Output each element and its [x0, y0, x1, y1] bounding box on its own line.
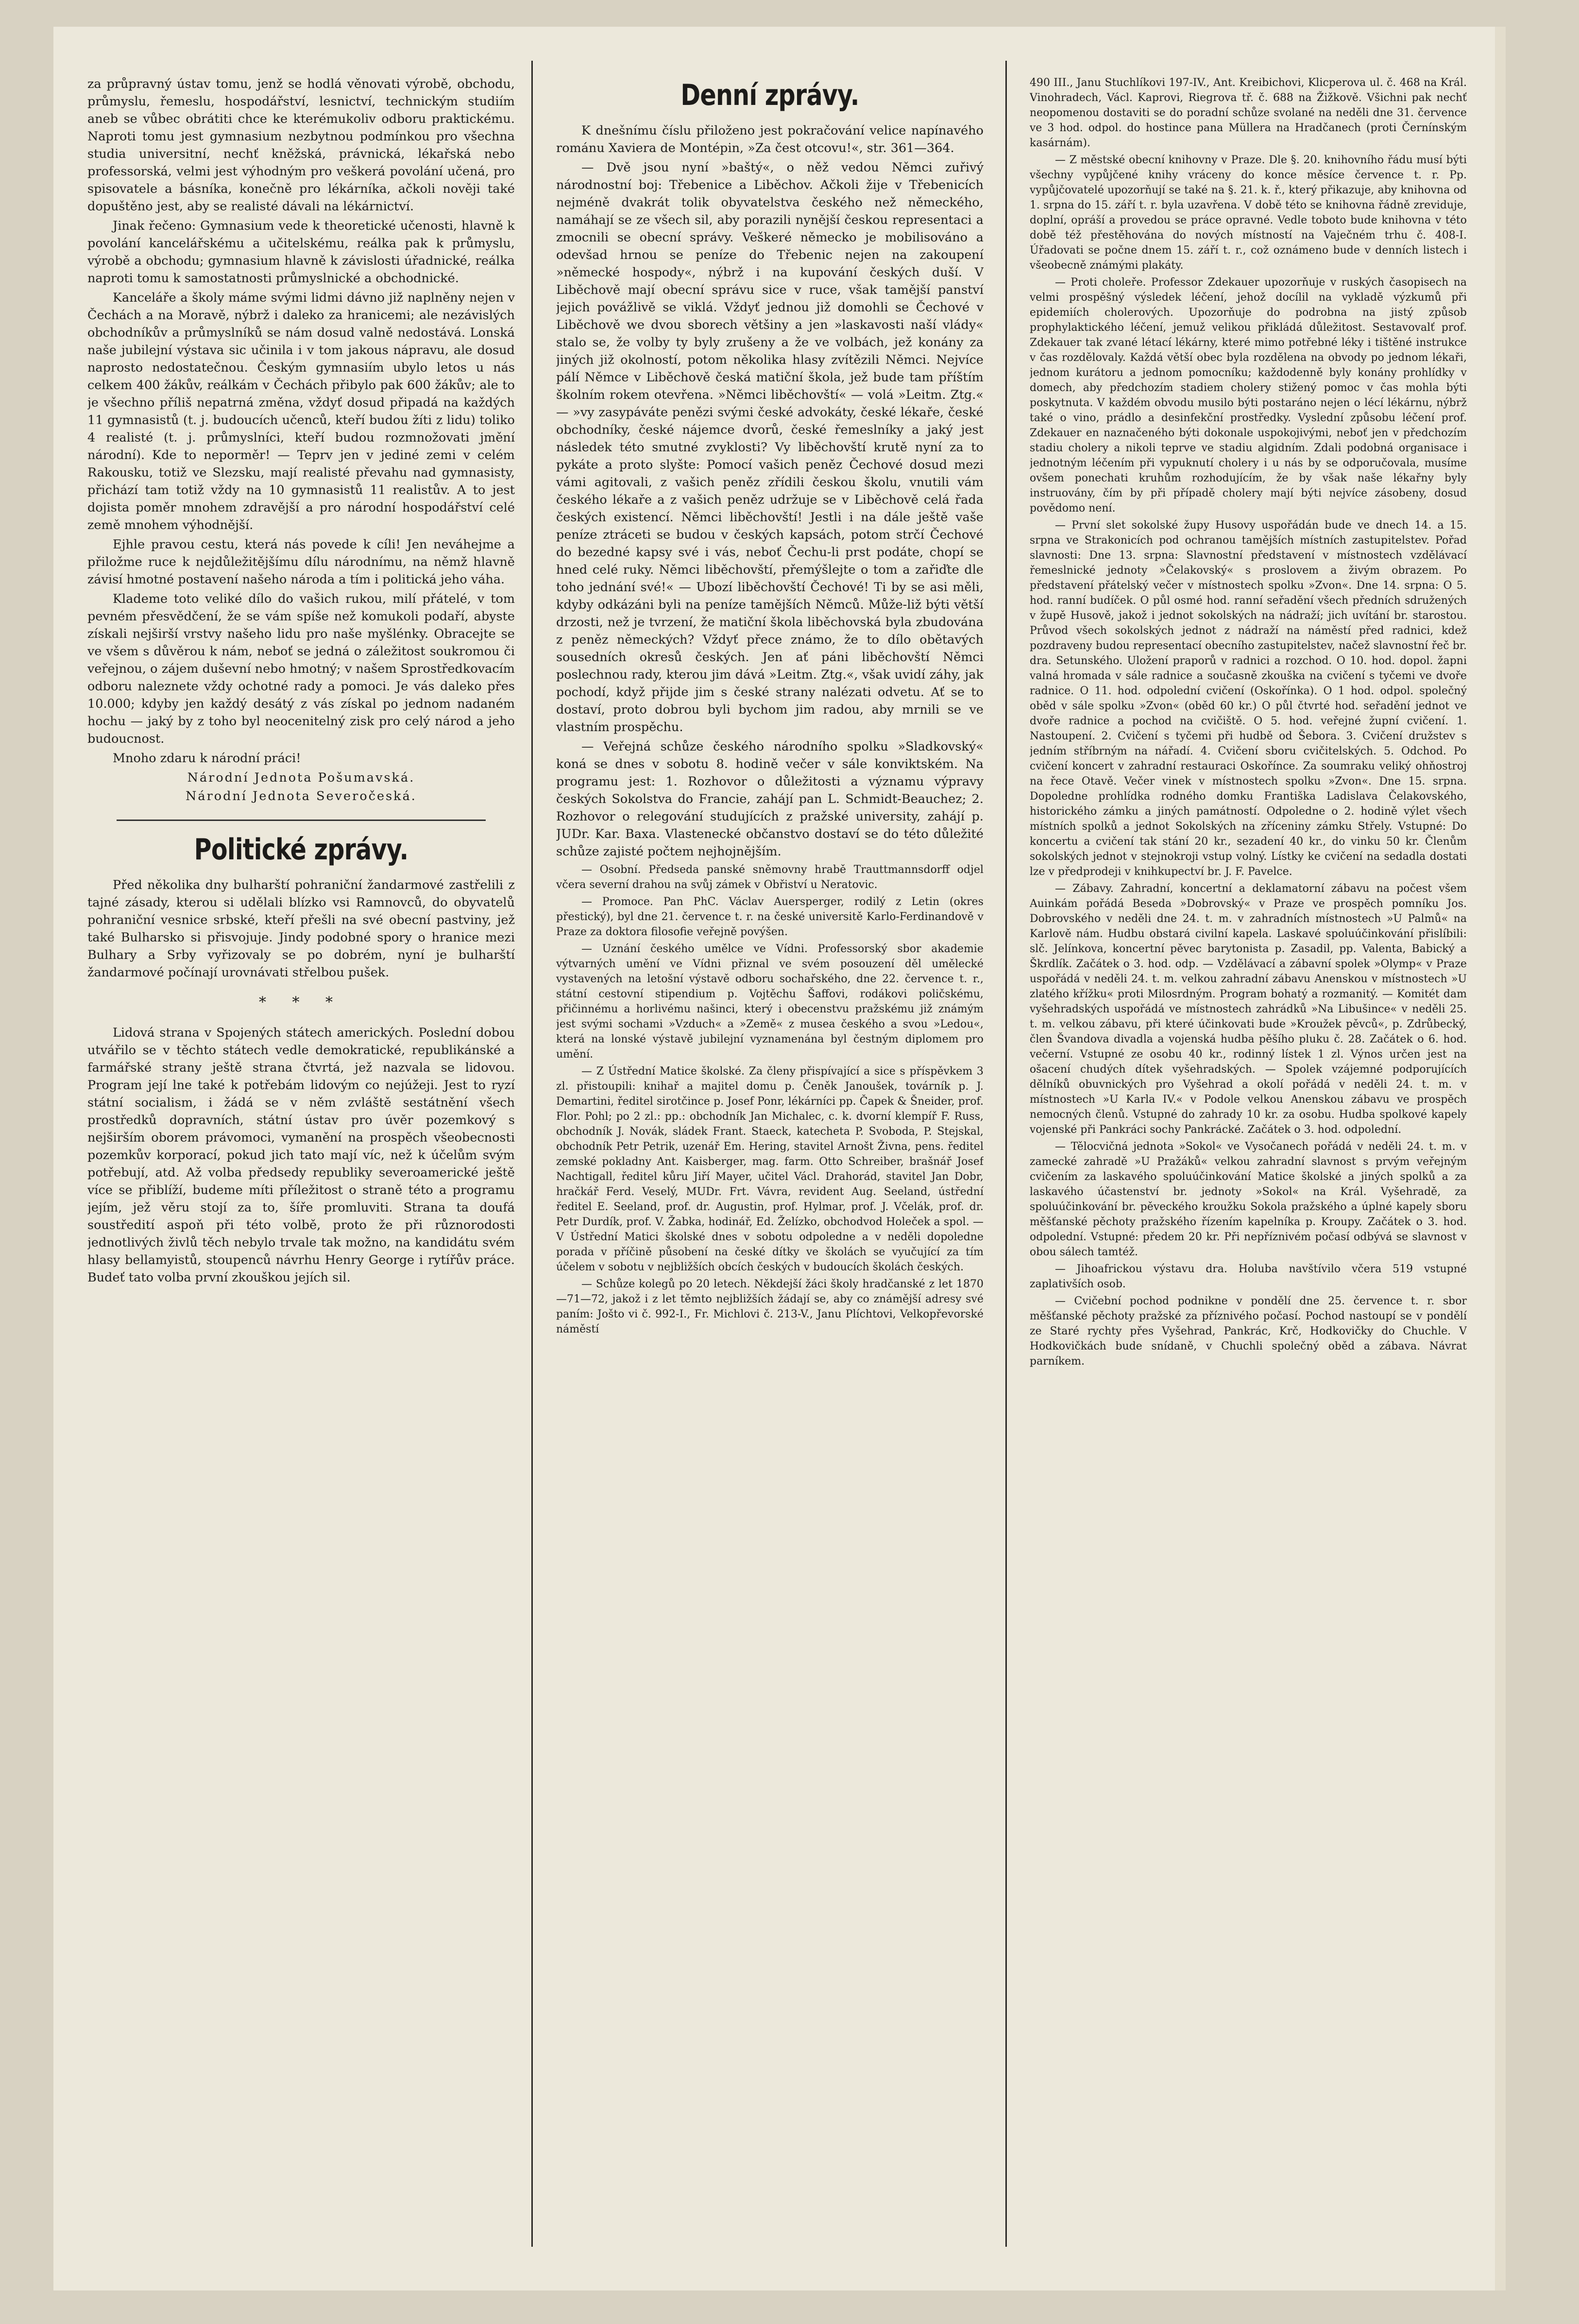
news-item: — Schůze kolegů po 20 letech. Někdejší žáci školy hradčanské z let 1870—71—72, jakož i z let těmto nejbližších žádají se, aby co známější adresy své paním: Jošto vi č. 992-I., Fr. Michlovi č. 213-V., Janu Plíchtovi, Velkopřevorské náměstí [556, 1278, 984, 1335]
news-item: — Cvičební pochod podnikne v pondělí dne 25. července t. r. sbor měšťanské pěchoty pražské za příznivého počasí. Pochod nastoupí se v pondělí ze Staré rychty přes Vyšehrad, Pankrác, Krč, Hodkovičky do Chuchle. V Hodkovičkách bude snídaně, v Chuchli společný oběd a zábava. Návrat parníkem. [1030, 1295, 1467, 1367]
section-heading-denni-zpravy: Denní zprávy. [680, 78, 859, 112]
article-paragraph: Před několika dny bulharští pohraniční žandarmové zastřelili z tajné zásady, kterou si udělali blízko vsi Ramnovců, do obyvatelů pohraniční vesnice srbské, kteří přešli na své obecní pastviny, jež také Bulharsko si přisvojuje. Jindy podobné spory o hranice mezi Bulhary a Srby vyřizovaly se po dobrém, nyní je bulharští žandarmové počínají urovnávati střelbou pušek. [87, 878, 515, 980]
article-paragraph: Ejhle pravou cestu, která nás povede k cíli! Jen neváhejme a přiložme ruce k nejdůležitějšímu dílu národnímu, na němž hlavně závisí hmotné postavení našeho národa a tím i politická jeho váha. [87, 537, 515, 587]
signature-line: Národní Jednota Pošumavská. [187, 770, 415, 785]
section-heading-politicke-zpravy: Politické zprávy. [194, 833, 408, 867]
article-paragraph: K dnešnímu číslu přiloženo jest pokračování velice napínavého románu Xaviera de Montépin, »Za čest otcovu!«, str. 361—364. [556, 123, 984, 155]
article-paragraph: — Veřejná schůze českého národního spolku »Sladkovský« koná se dnes v sobotu 8. hodině večer v sále konviktském. Na programu jest: 1. Rozhovor o důležitosti a významu výpravy českých Sokolstva do Francie, zahájí pan L. Schmidt-Beauchez; 2. Rozhovor o relegování studujících z pražské university, zahájí p. JUDr. Kar. Baxa. Vlastenecké občanstvo dostaví se do této důležité schůze zajisté počtem nejhojnějším. [556, 739, 984, 859]
asterism: * * * [258, 994, 344, 1011]
section-divider [117, 820, 486, 821]
news-item: — Z městské obecní knihovny v Praze. Dle §. 20. knihovního řádu musí býti všechny vypůjčené knihy vráceny do konce měsíce července t. r. Pp. vypůjčovatelé upozorňují se také na §. 21. k. ř., který přikazuje, aby knihovna od 1. srpna do 15. září t. r. byla uzavřena. V době této se knihovna řádně zreviduje, doplní, opráší a provedou se práce opravné. Vedle toboto bude knihovna v této době též přestěhována do nových místností na Vaječném trhu č. 408-I. Úřadovati se počne dnem 15. září t. r., což oznámeno bude v denních listech i všeobecně známými plakáty. [1030, 154, 1467, 272]
article-paragraph: Lidová strana v Spojených státech amerických. Poslední dobou utvářilo se v těchto státech vedle demokratické, republikánské a farmářské strany ještě strana čtvrtá, jež nazvala se lidovou. Program její lne také k potřebám lidovým co nejúžeji. Jest to ryzí státní socialism, i žádá se v něm zvláště sestátnění všech prostředků dopravních, státní ústav pro úvěr pozemkový s nejširším oborem právomoci, vymanění na prospěch všeobecnosti pozemkův korporací, pokud jich tato mají víc, než k účelům svým potřebují, atd. Až volba předsedy republiky severoamerické ještě více se přiblíží, budeme míti příležitost o straně této a programu jejím, jež věru stojí za to, šíře promluviti. Strana ta doufá soustředití aspoň při této volbě, proto že při různorodosti jednotlivých živlů těch nebylo trvale tak možno, na kandidátu svém hlasy bellamyistů, stoupenců návrhu Henry George i rytířův práce. Budeť tato volba první zkouškou jejích sil. [87, 1025, 515, 1285]
article-paragraph: Kanceláře a školy máme svými lidmi dávno již naplněny nejen v Čechách a na Moravě, nýbrž i daleko za hranicemi; ale nezávislých obchodníkův a průmyslníků se nám dosud valně nedostává. Lonská naše jubilejní výstava sic učinila i v tom jakous nápravu, ale dosud naprosto nedostatečnou. Českým gymnasiím ubylo letos u nás celkem 400 žákův, reálkám v Čechách přibylo pak 600 žákův; ale to je všechno příliš nepatrná změna, vždyť dosud připadá na každých 11 gymnasistů (t. j. budoucích učenců, kteří budou žíti z lidu) toliko 4 realisté (t. j. průmyslníci, kteří budou rozmnožovati jmění národní). Kde to neporměr! — Teprv jen v jediné zemi v celém Rakousku, totiž ve Slezsku, mají realisté převahu nad gymnasisty, přichází tam totiž vždy na 10 gymnasistů 11 realistův. A to jest dojista poměr mnohem zdravější a pro národní hospodářství celé země mnohem výhodnější. [87, 290, 515, 532]
column-rule-2 [1005, 61, 1007, 2247]
news-item: — Proti choleře. Professor Zdekauer upozorňuje v ruských časopisech na velmi prospěšný výsledek léčení, jehož docílil na vykladě výzkumů při epidemiích cholerových. Upozorňuje do podrobna na jistý způsob prophylaktického léčení, jemuž velikou přikládá důležitost. Sestavovalť prof. Zdekauer tak zvané létací lékárny, které mimo potřebné léky i tištěné instrukce v čas rozdělovaly. Každá větší obec byla rozdělena na obvody po jednom lékaři, jednom kurátoru a jednom pomocníku; každodenně byly konány prohlídky v domech, aby předchozím stadiem cholery stižený pomoc v čas mohla býti poskytnuta. V každém obvodu musilo býti postaráno nejen o lécí lékárnu, nýbrž také o vino, prádlo a desinfekční prostředky. Vyslední způsobu léčení prof. Zdekauer en naznačeného býti dokonale uspokojivými, neboť jen v předchozím stadiu cholery a nikoli teprve ve stadiu algidním. Zdali podobná organisace i jednotným léčením při vypuknutí cholery i u nás by se odporučovala, musíme ovšem ponechati kruhům rozhodujícím, že by však naše lékařny byly instruovány, čím by při případě cholery mají býti nejvíce zásobeny, dosud povědomo není. [1030, 276, 1467, 514]
news-item: — Tělocvičná jednota »Sokol« ve Vysočanech pořádá v neděli 24. t. m. v zamecké zahradě »U Pražáků« velkou zahradní slavnost s prvým veřejným cvičením za laskavého spoluúčinkování Matice školské a jiných spolků a za laskavého účastenství br. jednoty »Sokol« na Král. Vyšehradě, za spoluúčinkování br. pěveckého kroužku Sokola pražského a úplné kapely sboru měšťanské pěchoty pražského řízením kapelníka p. Kroupy. Začátek o 3. hod. odpolední. Vstupné: předem 20 kr. Při nepříznivém počasí odbývá se slavnost v obou sálech tamtéž. [1030, 1141, 1467, 1258]
news-item: — Jihoafrickou výstavu dra. Holuba navštívilo včera 519 vstupné zaplativších osob. [1030, 1263, 1467, 1290]
article-paragraph: Klademe toto veliké dílo do vašich rukou, milí přátelé, v tom pevném přesvědčení, že se vám spíše než komukoli podaří, abyste získali nejširší vrstvy našeho lidu pro naše myšlénky. Obracejte se ve všem s důvěrou k nám, neboť se jedná o záležitost soukromou či veřejnou, o zájem duševní nebo hmotný; v našem Sprostředkovacím odboru naleznete vždy ochotné rady a pomoci. Je vás daleko přes 10.000; kdyby jen každý desátý z vás získal po jednom nadaném hochu — jaký by z toho byl neocenitelný zisk pro celý národ a jeho budoucnost. [87, 592, 515, 746]
news-item: — Promoce. Pan PhC. Václav Auersperger, rodilý z Letin (okres přestický), byl dne 21. července t. r. na české universitě Karlo-Ferdinandově v Praze za doktora filosofie veřejně povýšen. [556, 896, 984, 938]
news-item: — První slet sokolské župy Husovy uspořádán bude ve dnech 14. a 15. srpna ve Strakonicích pod ochranou tamějších místních zastupitelstev. Pořad slavnosti: Dne 13. srpna: Slavnostní představení v místnostech vzdělávací řemeslnické jednoty »Čelakovský« s proslovem a živým obrazem. Po představení přátelský večer v místnostech spolku »Zvon«. Dne 14. srpna: O 5. hod. ranní budíček. O půl osmé hod. ranní seřadění všech předních sdružených v župě Husově, jakož i jednot sokolských na nádraží; jich uvítání br. starostou. Průvod všech sokolských jednot z nádraží na náměstí před radnici, kdež pozdraveny budou representací obecního zastupitelstev, načež slavnostní řeč br. dra. Setunského. Uložení praporů v radnici a rozchod. O 10. hod. dopol. žapni valná hromada v sále radnice a současně zkouška na cvičení s tyčemi ve dvoře radnice. O 11. hod. odpolední cvičení (Oskořínka). O 1 hod. odpol. společný oběd v sále spolku »Zvon« (oběd 60 kr.) O půl čtvrté hod. seřadění jednot ve dvoře radnice a pochod na cvičiště. O 5. hod. veřejné župní cvičení. 1. Nastoupení. 2. Cvičení s tyčemi při hudbě od Šebora. 3. Cvičení družstev s jedním stříbrným na nářadí. 4. Cvičení sboru cvičitelských. 5. Odchod. Po cvičení koncert v zahradní restauraci Oskořínce. Za soumraku veliký ohňostroj na řece Otavě. Večer vinek v místnostech spolku »Zvon«. Dne 15. srpna. Dopoledne prohlídka rodného domku Františka Ladislava Čelakovského, historického zámku a jiných památností. Odpoledne o 2. hodině výlet všech místních spolků a jednot Sokolských na zříceniny zámku Střely. Vstupné: Do koncertu a cvičení tak stání 20 kr., sezadení 40 kr., do vinku 50 kr. Členům sokolských jednot v stejnokroji vstup volný. Lístky ke cvičení na sedadla dostati lze v předprodeji v knihkupectví br. J. F. Pavelce. [1030, 519, 1467, 878]
news-item: — Osobní. Předseda panské sněmovny hrabě Trauttmannsdorff odjel včera severní drahou na svůj zámek v Obřiství u Neratovic. [556, 864, 984, 891]
news-item: — Z Ústřední Matice školské. Za členy přispívající a sice s příspěvkem 3 zl. přistoupili: knihař a majitel domu p. Čeněk Janoušek, továrník p. J. Demartini, ředitel sirotčince p. Josef Ponr, lékárníci pp. Čapek & Šneider, prof. Flor. Pohl; po 2 zl.: pp.: obchodník Jan Michalec, c. k. dvorní klempíř F. Russ, obchodník J. Novák, sládek Frant. Staeck, katecheta P. Svoboda, P. Stejskal, obchodník Petr Petrik, uzenář Em. Hering, stavitel Arnošt Živna, pens. ředitel zemské pokladny Ant. Kaisberger, mag. farm. Otto Schreiber, brašnář Josef Nachtigall, ředitel kůru Jiří Mayer, učitel Václ. Drahorád, stavitel Jan Dobr, hračkář Ferd. Veselý, MUDr. Frt. Vávra, revident Aug. Seeland, ústřední ředitel E. Seeland, prof. dr. Augustin, prof. Hylmar, prof. J. Včelák, prof. dr. Petr Durdík, prof. V. Žabka, hodinář, Ed. Želízko, obchodvod Holeček a spol. — V Ústřední Matici školské dnes v sobotu odpoledne a v neděli dopoledne porada v příčině působení na české dítky ve školách se vyučující za tím účelem v sobotu v nejbližších obcích českých v budoucích školách českých. [556, 1065, 984, 1273]
column-right [1030, 75, 1467, 2271]
news-item: 490 III., Janu Stuchlíkovi 197-IV., Ant. Kreibichovi, Klicperova ul. č. 468 na Král. Vinohradech, Václ. Kaprovi, Riegrova tř. č. 688 na Žižkově. Všichni pak nechť neopomenou dostaviti se do poradní schůze svolané na neděli dne 31. července ve 3 hod. odpol. do hostince pana Müllera na Hradčanech (proti Černínským kasárnám). [1030, 77, 1467, 149]
article-paragraph: — Dvě jsou nyní »baštý«, o něž vedou Němci zuřivý národnostní boj: Třebenice a Liběchov. Ačkoli žije v Třebenicích nejméně dvakrát tolik obyvatelstva českého než německého, namáhají se ze všech sil, aby porazili nynější českou representaci a zmocnili se obecní správy. Veškeré německo je mobilisováno a odevšad hrnou se peníze do Třebenic nejen na zakoupení »německé hospody«, nýbrž i na kupování českých duší. V Liběchově mají obecní správu sice v ruce, však tamější panství jejich povážlivě se viklá. Vždyť jednou již domohli se Čechové v Liběchově we dvou sborech většiny a jen »laskavosti naší vlády« stalo se, že volby ty byly zrušeny a že ve volbách, jež konány za jiných již okolností, potom několika hlasy zvítězili Němci. Nejvíce pálí Němce v Liběchově česká matiční škola, jež bude tam příštím školním rokem otevřena. »Němci liběchovští« — volá »Leitm. Ztg.« — »vy zasypáváte penězi svými české advokáty, české lékaře, české obchodníky, české nájemce dvorů, české řemeslníky a jaký jest následek této smutné zvyklosti? Vy liběchovští krutě nyní za to pykáte a proto slyšte: Pomocí vašich peněz Čechové dosud mezi vámi agitovali, z vašich peněz zřídili českou školu, vnutili vám českého lékaře a z vašich peněz udržuje se v Liběchově celá řada českých existencí. Němci liběchovští! Jestli i na dále ještě vaše peníze ztráceti se budou v českých kapsách, potom strčí Čechové do bezedné kapsy své i vás, neboť Čechu-li prst podáte, chopí se hned celé ruky. Němci liběchovští, přemýšlejte o tom a zařiďte dle toho jednání své!« — Ubozí liběchovští Čechové! Ti by se asi měli, kdyby odkázáni byli na peníze tamějších Němců. Může-liž býti větší drzosti, než je tvrzení, že matiční škola liběchovská byla zbudována z peněz německých? Vždyť přece známo, že to dílo obětavých sousedních okresů českých. Jen ať páni liběchovští Němci poslechnou rady, kterou jim dává »Leitm. Ztg.«, však uvidí záhy, jak pochodí, když přijde jim s české strany nalézati odvetu. Ať se to dostaví, proto dobrou byli bychom jim radou, aby mrnili se ve vlastním prospěchu. [556, 160, 984, 735]
closing-line: Mnoho zdaru k národní práci! [113, 751, 301, 766]
news-item: — Zábavy. Zahradní, koncertní a deklamatorní zábavu na počest všem Auinkám pořádá Beseda »Dobrovský« v Praze ve prospěch pomníku Jos. Dobrovského v neděli dne 24. t. m. v zahradních místnostech »U Palmů« na Karlově nám. Hudbu obstará civilní kapela. Laskavé spoluúčinkování přislíbili: slč. Jelínkova, koncertní pěvec barytonista p. Zasadil, pp. Valenta, Babický a Škrdlík. Začátek o 3. hod. odp. — Vzdělávací a zábavní spolek »Olymp« v Praze uspořádá v neděli 24. t. m. velkou zahradní zábavu Anenskou v místnostech »U zlatého křížku« proti Milosrdným. Program bohatý a rozmanitý. — Komitét dam vyšehradských uspořádá ve místnostech zahrádků »Na Libušince« v neděli 25. t. m. velkou zábavu, při které účinkovati bude »Kroužek pěvců«, p. Zdrůbecký, člen Švandova divadla a vojenská hudba pěšího pluku č. 28. Začátek o 6. hod. večerní. Vstupné ze osobu 40 kr., rodinný lístek 1 zl. Výnos určen jest na ošacení chudých dítek vyšehradských. — Spolek vzájemné podporujících dělníků obuvnických pro Vyšehrad a okolí pořádá v neděli 24. t. m. v místnostech »U Karla IV.« v Podole velkou Anenskou zábavu ve prospěch nemocných členů. Vstupné do zahrady 10 kr. za osobu. Hudba spolkové kapely vojenské při Pankráci sochy Pankrácké. Začátek o 3. hod. odpolední. [1030, 883, 1467, 1136]
column-rule-1 [531, 61, 533, 2247]
signature-line: Národní Jednota Severočeská. [186, 789, 417, 803]
column-middle [556, 75, 984, 2271]
page-edge-shadow [1495, 27, 1506, 2290]
column-left [87, 75, 515, 2271]
newspaper-page [53, 27, 1506, 2290]
article-paragraph: Jinak řečeno: Gymnasium vede k theoretické učenosti, hlavně k povolání kancelářskému a učitelskému, reálka pak k průmyslu, výrobě a obchodu; gymnasium hlavně k závislosti úřadnické, reálka naproti tomu k samostatnosti průmyslnické a obchodnické. [87, 219, 515, 286]
article-paragraph: za průpravný ústav tomu, jenž se hodlá věnovati výrobě, obchodu, průmyslu, řemeslu, hospodářství, lesnictví, technickým studiím aneb se vůbec obrátiti chce ke kterémukoliv odboru praktickému. Naproti tomu jest gymnasium nezbytnou podmínkou pro všechna studia universitní, nechť kněžská, právnická, lékařská nebo professorská, velmi jest výhodným pro veškerá povolání učená, pro spisovatele a básníka, konečně pro lékárníka, ačkoli nověji také dopuštěno jest, aby se realisté dávali na lékárnictví. [87, 77, 515, 214]
news-item: — Uznání českého umělce ve Vídni. Professorský sbor akademie výtvarných umění ve Vídni přiznal ve svém posouzení děl umělecké vystavených na letošní výstavě odboru sochařského, dne 22. července t. r., státní cestovní stipendium p. Vojtěchu Šaffovi, rodákovi poličskému, přičinnému a horlivému našinci, který i obecenstvu pražskému již známým jest svými sochami »Vzduch« a »Země« z musea českého a svou »Ledou«, která na lonské výstavě jubilejní vyznamenána byl čestným diplomem pro umění. [556, 943, 984, 1060]
